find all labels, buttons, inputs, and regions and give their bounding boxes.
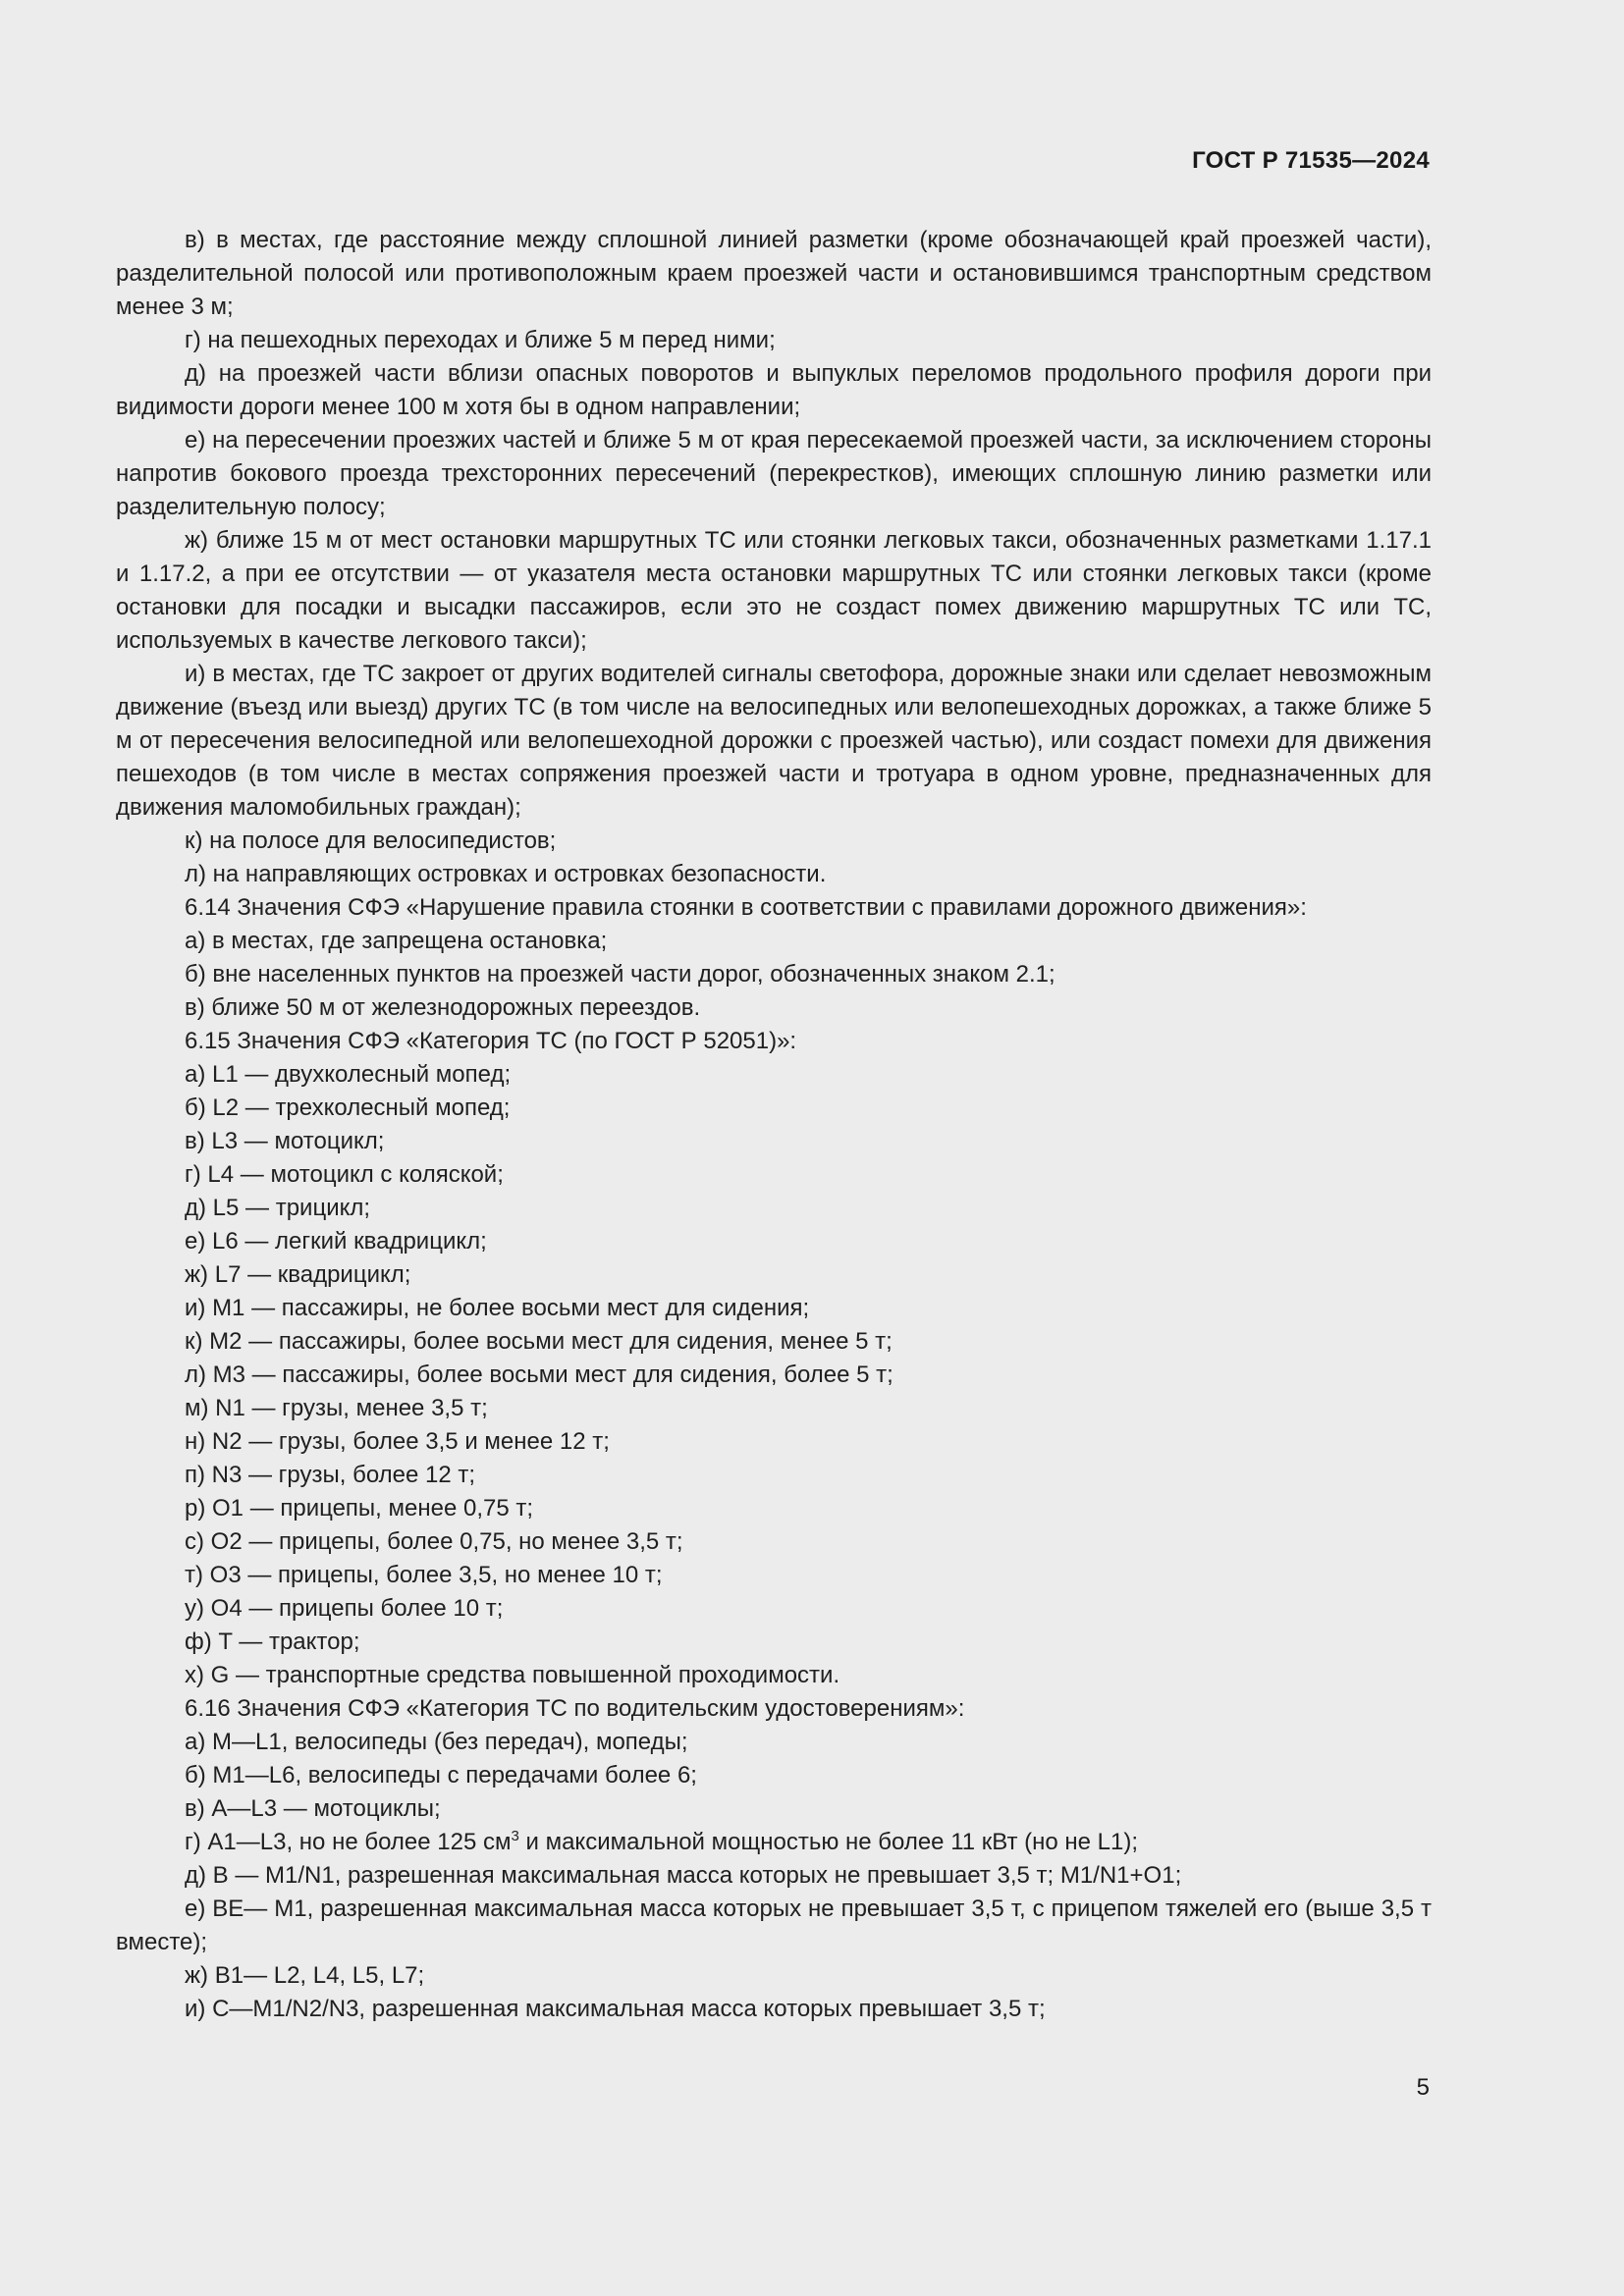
list-item: ф) T — трактор;	[185, 1629, 360, 1655]
paragraph: к) на полосе для велосипедистов;	[185, 828, 557, 854]
list-item: г) L4 — мотоцикл с коляской;	[185, 1161, 504, 1188]
list-item: в) A—L3 — мотоциклы;	[185, 1795, 441, 1822]
section-heading-6-14: 6.14 Значения СФЭ «Нарушение правила стоянки в соответствии с правилами дорожного движения»:	[185, 894, 1307, 921]
list-item-text: и максимальной мощностью не более 11 кВт (но не L1);	[518, 1829, 1139, 1855]
list-item: и) C—M1/N2/N3, разрешенная максимальная масса которых превышает 3,5 т;	[185, 1996, 1046, 2022]
paragraph: ж) ближе 15 м от мест остановки маршрутных ТС или стоянки легковых такси, обозначенных разметками 1.17.1 и 1.17.2, а при ее отсутствии — от указателя места остановки маршрутных ТС или стоянки легковых такси (кроме остановки для посадки и высадки пассажиров, если это не создаст помех движению маршрутных ТС или ТС, используемых в качестве легкового такси);	[116, 527, 1432, 654]
list-item: у) O4 — прицепы более 10 т;	[185, 1595, 504, 1622]
standard-designation: ГОСТ Р 71535—2024	[1192, 147, 1430, 174]
list-item: м) N1 — грузы, менее 3,5 т;	[185, 1395, 488, 1421]
page-number: 5	[1416, 2074, 1430, 2101]
paragraph: е) на пересечении проезжих частей и ближе 5 м от края пересекаемой проезжей части, за исключением стороны напротив бокового проезда трехсторонних пересечений (перекрестков), имеющих сплошную линию разметки или разделительную полосу;	[116, 427, 1432, 520]
list-item	[116, 1826, 1432, 1859]
paragraph: г) на пешеходных переходах и ближе 5 м перед ними;	[185, 327, 776, 353]
superscript: 3	[511, 1828, 519, 1844]
list-item: е) BE— M1, разрешенная максимальная масса которых не превышает 3,5 т, с прицепом тяжелей его (выше 3,5 т вместе);	[116, 1896, 1432, 1955]
list-item: а) L1 — двухколесный мопед;	[185, 1061, 512, 1088]
list-item: р) O1 — прицепы, менее 0,75 т;	[185, 1495, 534, 1522]
list-item: а) M—L1, велосипеды (без передач), мопеды;	[185, 1729, 688, 1755]
list-item: в) ближе 50 м от железнодорожных переездов.	[185, 994, 701, 1021]
section-heading-6-15: 6.15 Значения СФЭ «Категория ТС (по ГОСТ Р 52051)»:	[185, 1028, 797, 1054]
paragraph: и) в местах, где ТС закроет от других водителей сигналы светофора, дорожные знаки или сделает невозможным движение (въезд или выезд) других ТС (в том числе на велосипедных или велопешеходных дорожках, а также ближе 5 м от пересечения велосипедной или велопешеходной дорожки с проезжей частью), или создаст помехи для движения пешеходов (в том числе в местах сопряжения проезжей части и тротуара в одном уровне, предназначенных для движения маломобильных граждан);	[116, 661, 1432, 821]
list-item-text: г) A1—L3, но не более 125 см	[185, 1829, 512, 1855]
list-item: а) в местах, где запрещена остановка;	[185, 928, 608, 954]
page-body	[116, 224, 1432, 2026]
paragraph: д) на проезжей части вблизи опасных поворотов и выпуклых переломов продольного профиля дороги при видимости дороги менее 100 м хотя бы в одном направлении;	[116, 360, 1432, 420]
list-item: с) O2 — прицепы, более 0,75, но менее 3,5 т;	[185, 1528, 683, 1555]
paragraph: л) на направляющих островках и островках безопасности.	[185, 861, 827, 887]
list-item: д) B — M1/N1, разрешенная максимальная масса которых не превышает 3,5 т; M1/N1+O1;	[185, 1862, 1182, 1889]
list-item: в) L3 — мотоцикл;	[185, 1128, 385, 1154]
list-item: е) L6 — легкий квадрицикл;	[185, 1228, 487, 1255]
list-item: б) вне населенных пунктов на проезжей части дорог, обозначенных знаком 2.1;	[185, 961, 1056, 988]
list-item: н) N2 — грузы, более 3,5 и менее 12 т;	[185, 1428, 610, 1455]
list-item: т) O3 — прицепы, более 3,5, но менее 10 т;	[185, 1562, 663, 1588]
list-item: п) N3 — грузы, более 12 т;	[185, 1462, 476, 1488]
paragraph: в) в местах, где расстояние между сплошной линией разметки (кроме обозначающей край проезжей части), разделительной полосой или противоположным краем проезжей части и остановившимся транспортным средством менее 3 м;	[116, 227, 1432, 320]
list-item: б) L2 — трехколесный мопед;	[185, 1095, 511, 1121]
list-item: х) G — транспортные средства повышенной проходимости.	[185, 1662, 840, 1688]
list-item: ж) L7 — квадрицикл;	[185, 1261, 411, 1288]
list-item: ж) B1— L2, L4, L5, L7;	[185, 1962, 425, 1989]
section-heading-6-16: 6.16 Значения СФЭ «Категория ТС по водительским удостоверениям»:	[185, 1695, 965, 1722]
list-item: к) M2 — пассажиры, более восьми мест для сидения, менее 5 т;	[185, 1328, 893, 1355]
list-item: и) M1 — пассажиры, не более восьми мест для сидения;	[185, 1295, 810, 1321]
list-item: л) M3 — пассажиры, более восьми мест для сидения, более 5 т;	[185, 1362, 893, 1388]
list-item: б) M1—L6, велосипеды с передачами более 6;	[185, 1762, 697, 1789]
list-item: д) L5 — трицикл;	[185, 1195, 371, 1221]
